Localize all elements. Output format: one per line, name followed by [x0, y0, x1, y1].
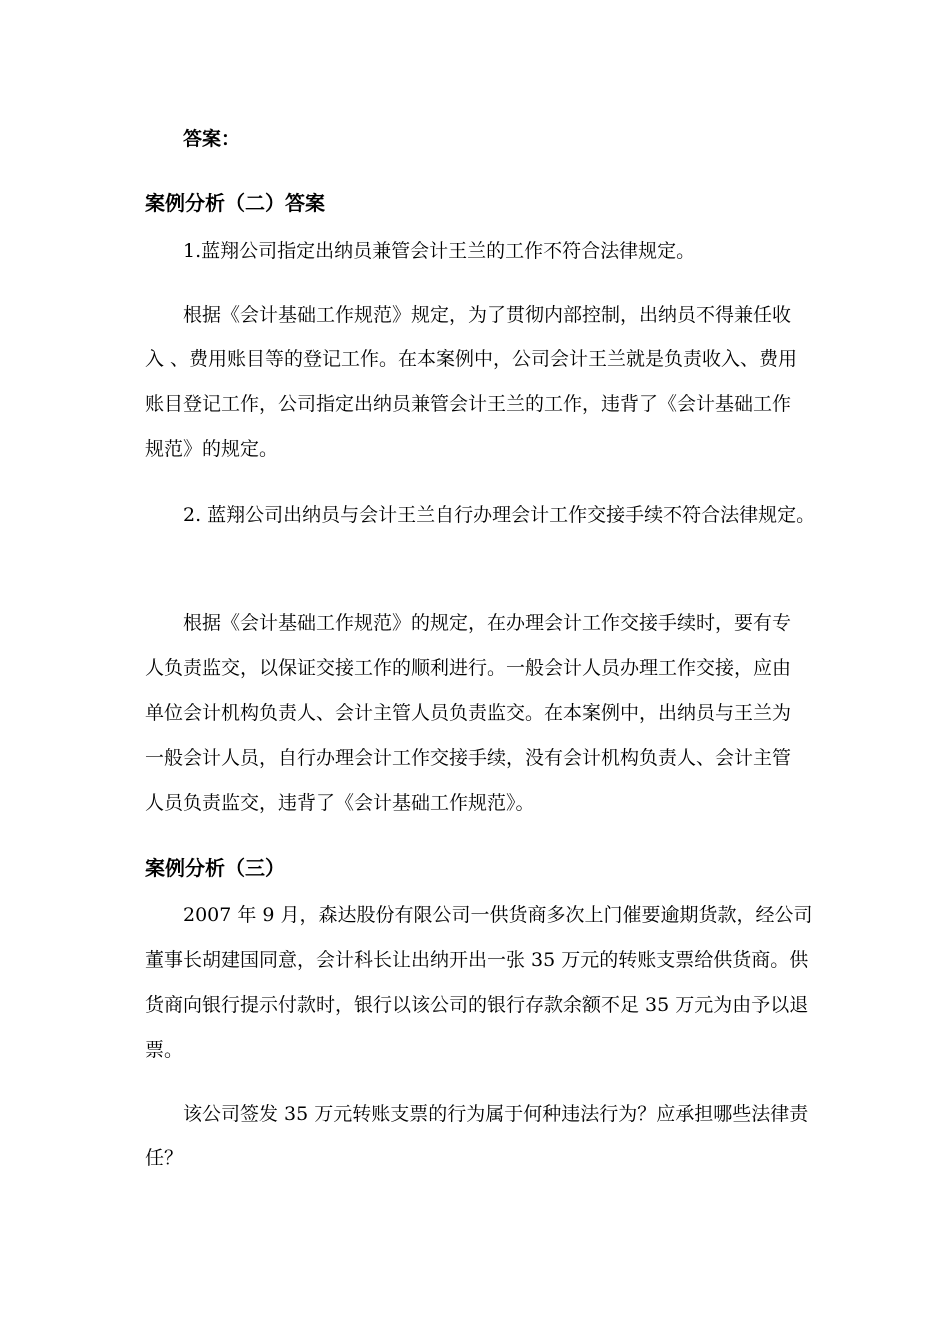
paragraph-line: 2007 年 9 月，森达股份有限公司一供货商多次上门催要逾期货款，经公司: [183, 904, 813, 926]
paragraph-line: 账目登记工作，公司指定出纳员兼管会计王兰的工作，违背了《会计基础工作: [145, 393, 792, 415]
paragraph-line: 董事长胡建国同意，会计科长让出纳开出一张 35 万元的转账支票给供货商。供: [145, 949, 809, 971]
case2-point1: 1.蓝翔公司指定出纳员兼管会计王兰的工作不符合法律规定。: [183, 240, 696, 262]
paragraph-line: 单位会计机构负责人、会计主管人员负责监交。在本案例中，出纳员与王兰为: [145, 702, 792, 724]
paragraph-line: 该公司签发 35 万元转账支票的行为属于何种违法行为？应承担哪些法律责: [183, 1103, 809, 1125]
paragraph-line: 货商向银行提示付款时，银行以该公司的银行存款余额不足 35 万元为由予以退: [145, 994, 809, 1016]
answer-label: 答案：: [183, 128, 241, 150]
case3-heading: 案例分析（三）: [145, 856, 285, 880]
paragraph-line: 人负责监交，以保证交接工作的顺利进行。一般会计人员办理工作交接，应由: [145, 657, 792, 679]
case2-heading: 案例分析（二）答案: [145, 191, 325, 215]
paragraph-line: 入 、费用账目等的登记工作。在本案例中，公司会计王兰就是负责收入、费用: [145, 348, 798, 370]
paragraph-line: 票。: [145, 1039, 184, 1061]
paragraph-line: 根据《会计基础工作规范》的规定，在办理会计工作交接手续时，要有专: [183, 612, 792, 634]
paragraph-line: 任？: [145, 1147, 184, 1169]
paragraph-line: 人员负责监交，违背了《会计基础工作规范》。: [145, 792, 535, 814]
paragraph-line: 规范》的规定。: [145, 438, 279, 460]
paragraph-line: 根据《会计基础工作规范》规定，为了贯彻内部控制，出纳员不得兼任收: [183, 304, 792, 326]
case2-point2: 2. 蓝翔公司出纳员与会计王兰自行办理会计工作交接手续不符合法律规定。: [183, 504, 816, 526]
paragraph-line: 一般会计人员，自行办理会计工作交接手续，没有会计机构负责人、会计主管: [145, 747, 792, 769]
